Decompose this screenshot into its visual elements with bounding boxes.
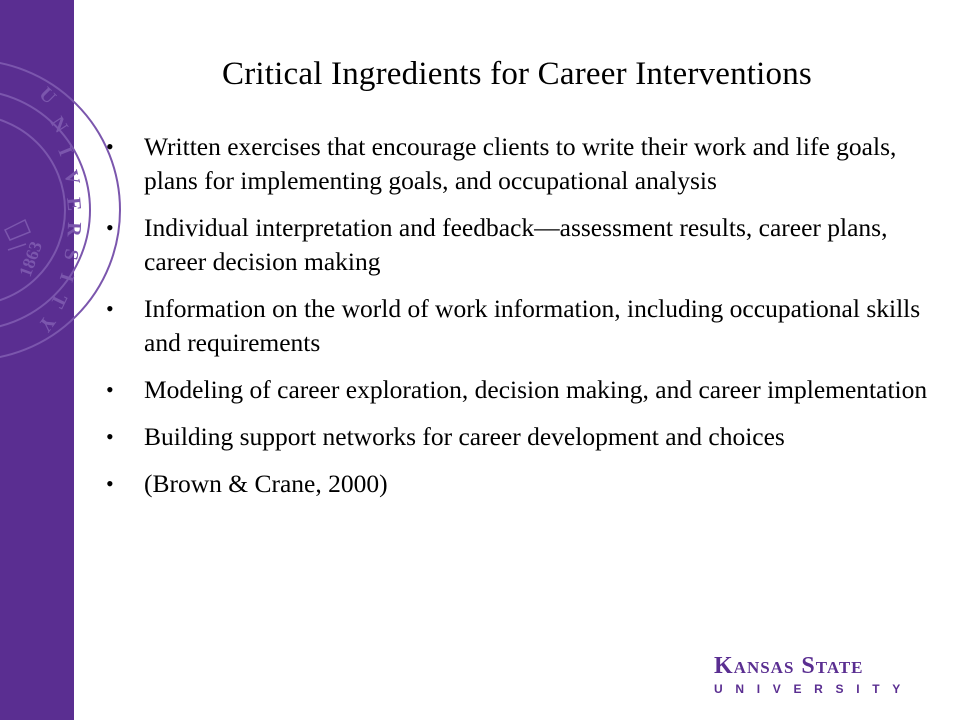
svg-text:N: N (45, 112, 73, 137)
svg-text:I: I (53, 143, 77, 160)
bullet-text: Written exercises that encourage clients to write their work and life goals, plans for implementing goals, and occupational analysis (144, 132, 897, 195)
bullet-icon: • (106, 424, 114, 449)
bullet-text: Building support networks for career development and choices (144, 422, 785, 451)
bullet-item (104, 292, 944, 360)
kansas-state-logo (714, 652, 924, 696)
bullet-icon: • (106, 215, 114, 240)
logo-wordmark: Kansas State (714, 653, 864, 679)
bullet-icon: • (106, 471, 114, 496)
slide-title: Critical Ingredients for Career Interventions (222, 56, 812, 92)
bullet-item (104, 211, 944, 279)
svg-text:S: S (59, 247, 83, 262)
bullet-text: Modeling of career exploration, decision making, and career implementation (144, 375, 928, 404)
svg-text:U: U (34, 82, 61, 109)
bullet-item (104, 130, 944, 198)
bullet-text: (Brown & Crane, 2000) (144, 469, 388, 498)
bullet-icon: • (106, 134, 114, 159)
bullet-item (104, 420, 944, 454)
logo-university: UNIVERSITY (714, 682, 914, 696)
bullet-icon: • (106, 377, 114, 402)
bullet-text: Individual interpretation and feedback—assessment results, career plans, career decision making (144, 213, 888, 276)
bullet-icon: • (106, 296, 114, 321)
svg-text:I: I (54, 270, 79, 285)
svg-text:R: R (62, 221, 85, 238)
svg-text:Y: Y (33, 311, 60, 336)
svg-text:V: V (59, 167, 84, 188)
bullet-item (104, 373, 944, 407)
university-seal-icon (0, 0, 86, 720)
svg-text:E: E (62, 196, 86, 212)
bullet-list (104, 130, 944, 514)
svg-text:T: T (45, 289, 72, 312)
svg-text:1863: 1863 (14, 238, 47, 280)
bullet-text: Information on the world of work information, including occupational skills and requirements (144, 294, 921, 357)
sidebar-band (0, 0, 86, 720)
bullet-item (104, 467, 944, 501)
